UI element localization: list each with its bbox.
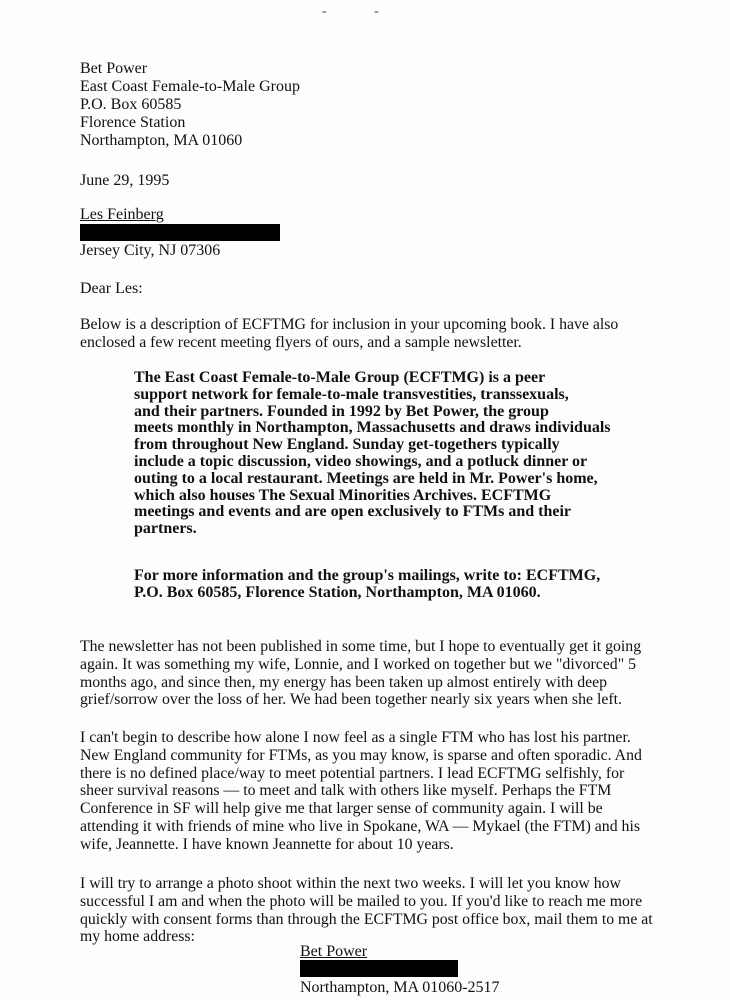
recipient-name: Les Feinberg: [80, 206, 164, 223]
redaction-bar-signature: [300, 960, 458, 977]
description-line: meetings and events and are open exclusively to FTMs and their: [134, 503, 572, 521]
photo-line: successful I am and when the photo will be mailed to you. If you'd like to reach me more: [80, 892, 643, 910]
redaction-bar-recipient: [80, 224, 280, 241]
contact-line: P.O. Box 60585, Florence Station, Northampton, MA 01060.: [134, 583, 541, 601]
recipient-city: Jersey City, NJ 07306: [80, 242, 221, 259]
newsletter-paragraph: [80, 638, 730, 709]
signature-block: [300, 943, 367, 961]
description-line: outing to a local restaurant. Meetings are held in Mr. Power's home,: [134, 469, 598, 487]
alone-line: attending it with friends of mine who live in Spokane, WA — Mykael (the FTM) and his: [80, 817, 640, 835]
description-block: [134, 370, 730, 538]
newsletter-line: again. It was something my wife, Lonnie, and I worked on together but we "divorced" 5: [80, 655, 636, 673]
photo-paragraph: [80, 875, 730, 946]
photo-line: I will try to arrange a photo shoot within the next two weeks. I will let you know how: [80, 875, 621, 892]
alone-line: wife, Jeannette. I have known Jeannette for about 10 years.: [80, 835, 454, 853]
sender-po-box: P.O. Box 60585: [80, 96, 182, 113]
description-line: from throughout New England. Sunday get-togethers typically: [134, 436, 560, 454]
description-line: partners.: [134, 520, 197, 538]
description-line: include a topic discussion, video showings, and a potluck dinner or: [134, 452, 588, 470]
alone-line: I can't begin to describe how alone I now feel as a single FTM who has lost his partner.: [80, 729, 631, 746]
sender-station: Florence Station: [80, 114, 186, 131]
recipient-address: [80, 206, 164, 224]
newsletter-line: The newsletter has not been published in some time, but I hope to eventually get it going: [80, 638, 642, 655]
description-line: which also houses The Sexual Minorities Archives. ECFTMG: [134, 486, 552, 504]
description-line: support network for female-to-male transvestities, transsexuals,: [134, 385, 569, 403]
intro-paragraph: [80, 316, 730, 352]
letter-date: June 29, 1995: [80, 172, 170, 189]
alone-paragraph: [80, 729, 730, 854]
intro-line: enclosed a few recent meeting flyers of ours, and a sample newsletter.: [80, 333, 522, 351]
scan-specks: - -: [322, 4, 401, 19]
alone-line: New England community for FTMs, as you may know, is sparse and often sporadic. And: [80, 746, 642, 764]
signature-city: Northampton, MA 01060-2517: [300, 979, 500, 996]
newsletter-line: months ago, and since then, my energy has been taken up almost entirely with deep: [80, 673, 608, 691]
alone-line: Conference in SF will help give me that larger sense of community again. I will be: [80, 800, 603, 818]
alone-line: sheer survival reasons — to meet and talk with others like myself. Perhaps the FTM: [80, 782, 612, 800]
description-line: The East Coast Female-to-Male Group (ECFTMG) is a peer: [134, 369, 546, 386]
contact-line: For more information and the group's mailings, write to: ECFTMG,: [134, 567, 601, 584]
sender-name: Bet Power: [80, 60, 148, 77]
signature-name: Bet Power: [300, 943, 368, 960]
description-line: meets monthly in Northampton, Massachusetts and draws individuals: [134, 419, 611, 437]
photo-line: quickly with consent forms than through the ECFTMG post office box, mail them to me at: [80, 910, 653, 928]
intro-line: Below is a description of ECFTMG for inclusion in your upcoming book. I have also: [80, 316, 619, 333]
salutation: Dear Les:: [80, 280, 143, 297]
sender-city: Northampton, MA 01060: [80, 132, 243, 149]
sender-address: [80, 60, 300, 150]
contact-info-block: [134, 568, 730, 602]
description-line: and their partners. Founded in 1992 by Bet Power, the group: [134, 402, 549, 420]
alone-line: there is no defined place/way to meet potential partners. I lead ECFTMG selfishly, for: [80, 764, 625, 782]
photo-line: my home address:: [80, 928, 195, 946]
newsletter-line: grief/sorrow over the loss of her. We had been together nearly six years when she left.: [80, 691, 622, 709]
sender-org: East Coast Female-to-Male Group: [80, 78, 300, 95]
